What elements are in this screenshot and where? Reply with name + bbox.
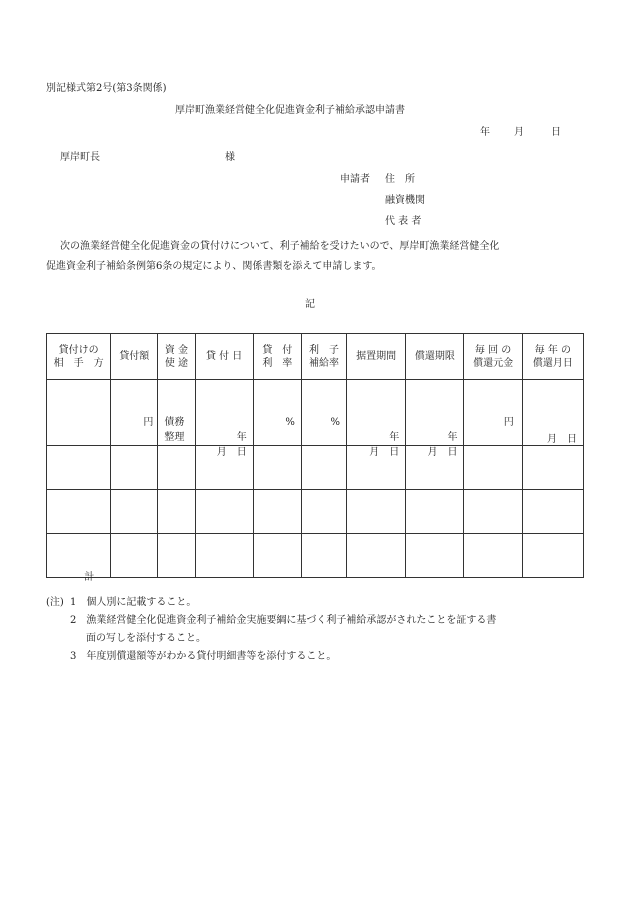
notes-prefix: (注) <box>46 597 64 608</box>
date-year: 年 <box>480 127 490 138</box>
form-label: 別記様式第2号(第3条関係) <box>46 83 167 94</box>
table-row <box>47 446 584 490</box>
document-title: 厚岸町漁業経営健全化促進資金利子補給承認申請書 <box>175 105 405 116</box>
ki-heading: 記 <box>305 299 315 310</box>
cell-loan-date <box>195 380 253 458</box>
yen-unit: 円 <box>143 416 154 428</box>
deferral-year: 年 <box>389 431 400 443</box>
applicant-label: 申請者 <box>340 174 370 185</box>
repay-month-day: 月 日 <box>547 433 577 445</box>
deferral-month-day: 月 日 <box>369 446 400 458</box>
cell-borrower <box>47 380 111 446</box>
header-loan-rate: 貸 付 利 率 <box>253 334 301 380</box>
maturity-year: 年 <box>447 431 458 443</box>
cell-maturity <box>406 380 464 458</box>
body-text-line1: 次の漁業経営健全化促進資金の貸付けについて、利子補給を受けたいので、厚岸町漁業経営健全化 <box>60 241 500 252</box>
loan-date-year: 年 <box>236 431 247 443</box>
note-item-1: 1 個人別に記載すること。 <box>70 597 197 608</box>
percent-unit-rate: % <box>285 416 295 428</box>
note-item-2-line1: 2 漁業経営健全化促進資金利子補給金実施要綱に基づく利子補給承認がされたことを証する書 <box>70 615 497 626</box>
loan-date-month-day: 月 日 <box>216 446 247 458</box>
table-row <box>47 490 584 534</box>
use-line2: 整理 <box>164 431 185 443</box>
loan-table <box>46 333 584 583</box>
addressee-name: 厚岸町長 <box>60 152 100 163</box>
header-annual-repayment-date: 毎 年 の 償還月日 <box>522 334 583 380</box>
header-installment-principal: 毎 回 の 償還元金 <box>464 334 522 380</box>
header-loan-amount: 貸付額 <box>111 334 158 380</box>
maturity-month-day: 月 日 <box>427 446 458 458</box>
cell-fund-use <box>158 380 195 446</box>
date-month: 月 <box>514 127 524 138</box>
institution-label: 融資機関 <box>385 195 425 206</box>
address-label: 住 所 <box>385 174 415 185</box>
total-label: 計 <box>84 571 95 583</box>
addressee-honorific: 様 <box>225 152 235 163</box>
cell-installment-principal <box>464 380 522 446</box>
cell-loan-amount <box>111 380 158 446</box>
table-total-row <box>47 534 584 578</box>
header-subsidy-rate: 利 子 補給率 <box>301 334 346 380</box>
header-deferral-period: 据置期間 <box>347 334 406 380</box>
representative-label: 代 表 者 <box>385 216 422 227</box>
date-day: 日 <box>551 127 561 138</box>
header-fund-use: 資 金 使 途 <box>158 334 195 380</box>
header-loan-date: 貸 付 日 <box>195 334 253 380</box>
percent-unit-subsidy: % <box>330 416 341 428</box>
repay-yen-unit: 円 <box>503 416 514 428</box>
cell-deferral-period <box>347 380 406 458</box>
cell-subsidy-rate <box>301 380 346 446</box>
header-borrower: 貸付けの 相 手 方 <box>47 334 111 380</box>
note-item-3: 3 年度別償還額等がわかる貸付明細書等を添付すること。 <box>70 651 337 662</box>
cell-annual-repayment-date <box>522 380 583 446</box>
cell-total-label <box>47 534 111 583</box>
cell-loan-rate <box>253 380 301 446</box>
body-text-line2: 促進資金利子補給条例第6条の規定により、関係書類を添えて申請します。 <box>46 261 382 272</box>
header-maturity: 償還期限 <box>406 334 464 380</box>
table-row <box>47 380 584 446</box>
table-header-row <box>47 334 584 380</box>
use-line1: 債務 <box>164 416 185 428</box>
note-item-2-line2: 面の写しを添付すること。 <box>86 633 206 644</box>
